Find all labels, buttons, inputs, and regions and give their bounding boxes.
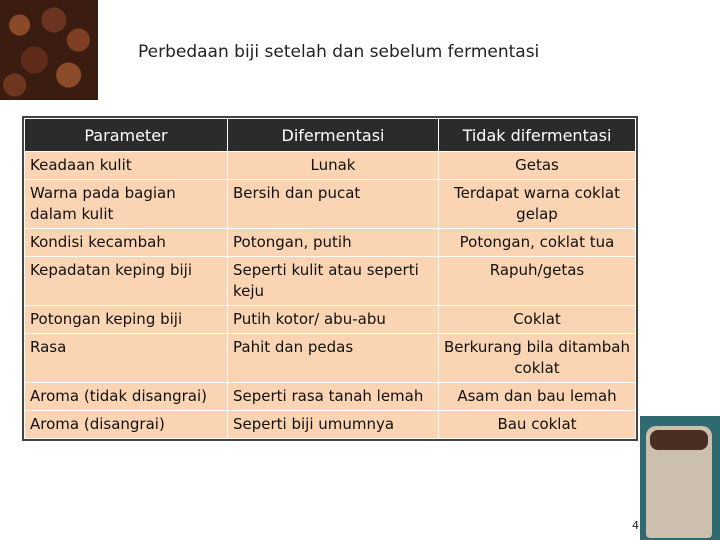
table-cell: Keadaan kulit [25, 152, 228, 180]
table-cell: Seperti biji umumnya [228, 411, 439, 439]
page-title: Perbedaan biji setelah dan sebelum fermentasi [138, 42, 540, 62]
table-cell: Potongan, coklat tua [439, 229, 636, 257]
table-cell: Coklat [439, 306, 636, 334]
table-row [25, 383, 636, 411]
table-cell: Lunak [228, 152, 439, 180]
table-row [25, 334, 636, 383]
table-cell: Kondisi kecambah [25, 229, 228, 257]
table-cell: Asam dan bau lemah [439, 383, 636, 411]
table-cell: Seperti rasa tanah lemah [228, 383, 439, 411]
cocoa-beans-photo [0, 0, 98, 100]
table-cell: Rasa [25, 334, 228, 383]
table-cell: Rapuh/getas [439, 257, 636, 306]
table-cell: Terdapat warna coklat gelap [439, 180, 636, 229]
header-difermentasi: Difermentasi [228, 119, 439, 152]
cocoa-sack-photo [640, 416, 720, 540]
table-row [25, 152, 636, 180]
table-row [25, 229, 636, 257]
table-cell: Bau coklat [439, 411, 636, 439]
table-cell: Aroma (disangrai) [25, 411, 228, 439]
table-cell: Warna pada bagian dalam kulit [25, 180, 228, 229]
table-row [25, 180, 636, 229]
comparison-table [22, 116, 638, 441]
table-row [25, 411, 636, 439]
table-cell: Bersih dan pucat [228, 180, 439, 229]
table-cell: Seperti kulit atau seperti keju [228, 257, 439, 306]
table-cell: Berkurang bila ditambah coklat [439, 334, 636, 383]
table-cell: Potongan, putih [228, 229, 439, 257]
header-tidak-difermentasi: Tidak difermentasi [439, 119, 636, 152]
table-row [25, 306, 636, 334]
table-cell: Kepadatan keping biji [25, 257, 228, 306]
table-cell: Aroma (tidak disangrai) [25, 383, 228, 411]
table-header-row [25, 119, 636, 152]
page-number: 4 [632, 519, 639, 532]
sack-beans [650, 430, 708, 450]
table-row [25, 257, 636, 306]
header-parameter: Parameter [25, 119, 228, 152]
table-cell: Potongan keping biji [25, 306, 228, 334]
sack-shape [646, 426, 712, 538]
table-cell: Putih kotor/ abu-abu [228, 306, 439, 334]
table-cell: Getas [439, 152, 636, 180]
table-cell: Pahit dan pedas [228, 334, 439, 383]
